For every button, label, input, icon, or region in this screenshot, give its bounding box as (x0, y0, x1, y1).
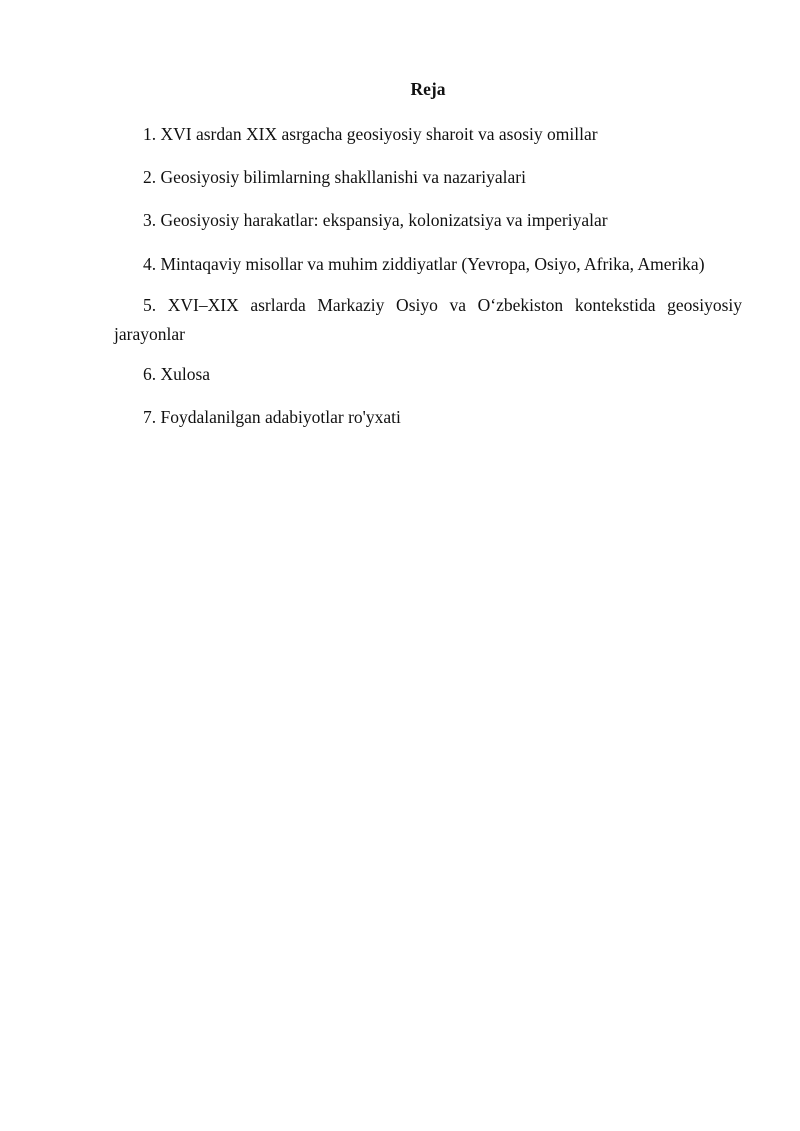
plan-item-4: 4. Mintaqaviy misollar va muhim ziddiyatlar (Yevropa, Osiyo, Afrika, Amerika) (143, 254, 705, 274)
plan-item-5: 5. XVI–XIX asrlarda Markaziy Osiyo va O‘zbekiston kontekstida geosiyosiy jarayonlar (114, 295, 742, 344)
plan-item-6: 6. Xulosa (143, 364, 211, 384)
plan-item-7: 7. Foydalanilgan adabiyotlar ro'yxati (143, 407, 401, 427)
plan-item-2: 2. Geosiyosiy bilimlarning shakllanishi va nazariyalari (143, 167, 526, 187)
plan-item-3: 3. Geosiyosiy harakatlar: ekspansiya, kolonizatsiya va imperiyalar (143, 210, 608, 230)
page-title: Reja (410, 79, 446, 99)
plan-item-1: 1. XVI asrdan XIX asrgacha geosiyosiy sharoit va asosiy omillar (143, 124, 598, 144)
plan-list (114, 121, 742, 430)
